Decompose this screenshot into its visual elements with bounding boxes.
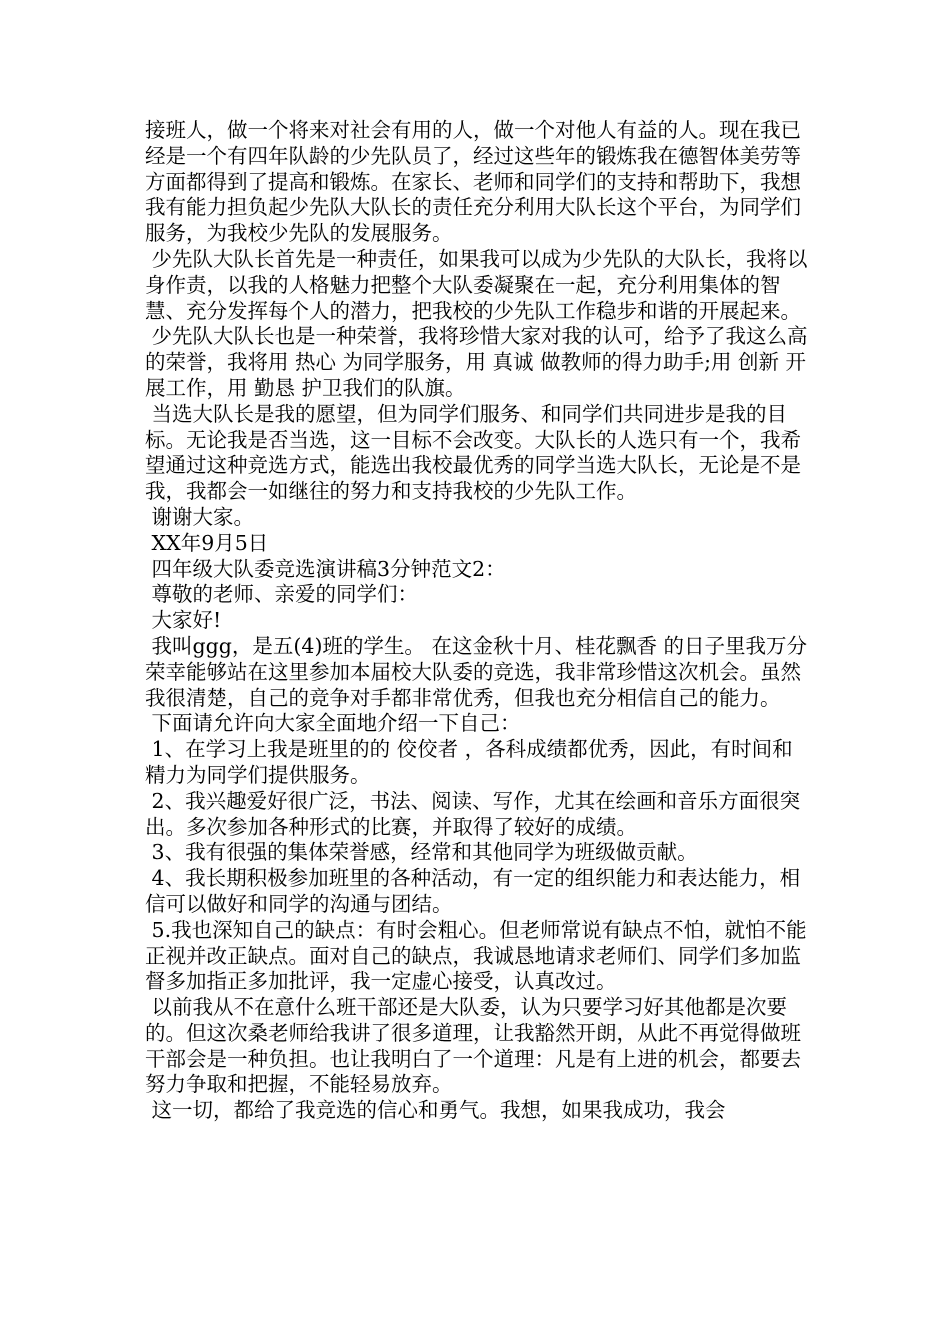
paragraph-reflection: 以前我从不在意什么班干部还是大队委，认为只要学习好其他都是次要的。但这次桑老师给我讲了很多道理，让我豁然开朗，从此不再觉得做班干部会是一种负担。也让我明白了一个道理：凡是有上进的机会，都要去努力争取和把握，不能轻易放弃。 [145,995,801,1097]
document-body [145,118,810,1124]
paragraph-3: 少先队大队长也是一种荣誉，我将珍惜大家对我的认可，给予了我这么高的荣誉，我将用 热心 为同学服务，用 真诚 做教师的得力助手;用 创新 开展工作，用 勤恳 护卫我们的队旗。 [145,324,808,400]
list-item-3: 3、我有很强的集体荣誉感，经常和其他同学为班级做贡献。 [145,840,698,865]
date-line: XX年9月5日 [145,530,269,555]
paragraph-1: 接班人，做一个将来对社会有用的人，做一个对他人有益的人。现在我已经是一个有四年队龄的少先队员了，经过这些年的锻炼我在德智体美劳等方面都得到了提高和锻炼。在家长、老师和同学们的支持和帮助下，我想我有能力担负起少先队大队长的责任充分利用大队长这个平台，为同学们服务，为我校少先队的发展服务。 [145,118,801,246]
paragraph-4: 当选大队长是我的愿望，但为同学们服务、和同学们共同进步是我的目标。无论我是否当选，这一目标不会改变。大队长的人选只有一个，我希望通过这种竞选方式，能选出我校最优秀的同学当选大队长，无论是不是我，我都会一如继往的努力和支持我校的少先队工作。 [145,401,801,504]
paragraph-2: 少先队大队长首先是一种责任，如果我可以成为少先队的大队长，我将以身作责，以我的人格魅力把整个大队委凝聚在一起，充分利用集体的智慧、充分发挥每个人的潜力，把我校的少先队工作稳步和谐的开展起来。 [145,246,808,323]
paragraph-final: 这一切，都给了我竞选的信心和勇气。我想，如果我成功，我会 [145,1098,726,1123]
list-item-4: 4、我长期积极参加班里的各种活动，有一定的组织能力和表达能力，相信可以做好和同学的沟通与团结。 [145,866,801,916]
list-item-2: 2、我兴趣爱好很广泛，书法、阅读、写作，尤其在绘画和音乐方面很突出。多次参加各种形式的比赛，并取得了较好的成绩。 [145,788,801,839]
paragraph-intro: 我叫ggg，是五(4)班的学生。 在这金秋十月、桂花飘香 的日子里我万分荣幸能够站在这里参加本届校大队委的竞选，我非常珍惜这次机会。虽然我很清楚，自己的竞争对手都非常优秀，但我也充分相信自己的能力。 [145,633,807,710]
paragraph-lead-in: 下面请允许向大家全面地介绍一下自己： [145,711,521,736]
closing-thanks: 谢谢大家。 [145,504,255,529]
list-item-1: 1、在学习上我是班里的的 佼佼者 ，各科成绩都优秀，因此，有时间和精力为同学们提供服务。 [145,737,793,787]
section-heading: 四年级大队委竞选演讲稿3分钟范文2： [145,556,506,581]
salutation: 尊敬的老师、亲爱的同学们： [145,582,419,607]
greeting: 大家好! [145,608,222,633]
list-item-5: 5.我也深知自己的缺点：有时会粗心。但老师常说有缺点不怕，就怕不能正视并改正缺点。面对自己的缺点，我诚恳地请求老师们、同学们多加监督多加指正多加批评，我一定虚心接受，认真改过。 [145,917,807,994]
